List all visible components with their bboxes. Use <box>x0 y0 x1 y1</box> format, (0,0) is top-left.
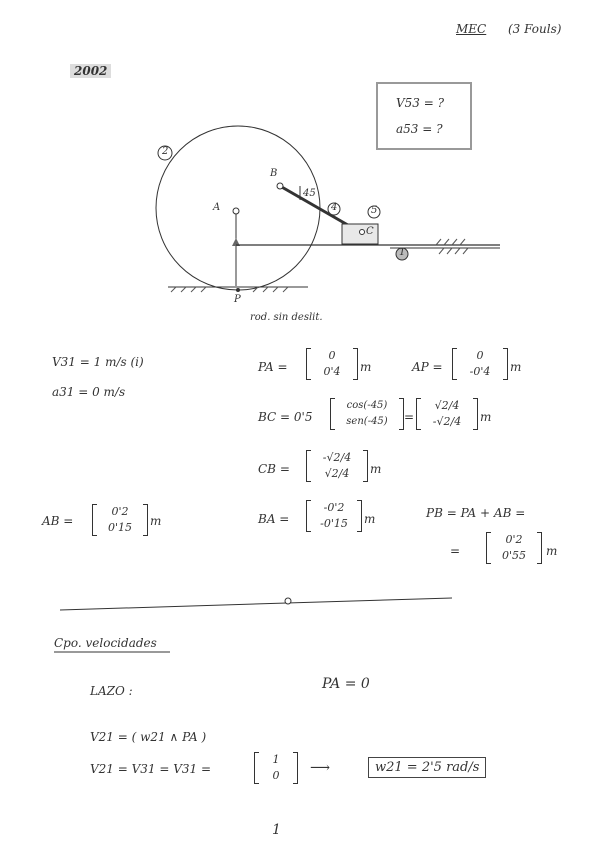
lazo-label: LAZO : <box>90 684 133 698</box>
course-tag: MEC <box>456 22 487 36</box>
v31-vector: 1 0 <box>262 752 290 784</box>
header-note: (3 Fouls) <box>508 22 562 36</box>
contact-p <box>236 288 240 292</box>
label-angle: 45 <box>303 188 316 199</box>
joint-a <box>233 208 239 214</box>
implies-arrow: ⟶ <box>310 760 331 776</box>
divider <box>60 598 452 610</box>
ba-unit: m <box>364 512 376 526</box>
ab-unit: m <box>150 514 162 528</box>
cb-lhs: CB = <box>258 462 290 476</box>
ab-vector: 0'2 0'15 <box>100 504 140 536</box>
bc-eq: = <box>404 410 415 424</box>
given-v31: V31 = 1 m/s (i) <box>52 355 144 369</box>
cb-vector: -√2/4 √2/4 <box>314 450 360 482</box>
bc-unit: m <box>480 410 492 424</box>
given-a31: a31 = 0 m/s <box>52 385 126 399</box>
bc-trig: cos(-45) sen(-45) <box>338 398 396 430</box>
cb-unit: m <box>370 462 382 476</box>
label-2: 2 <box>162 146 169 157</box>
ap-unit: m <box>510 360 522 374</box>
bc-vector: √2/4 -√2/4 <box>424 398 470 430</box>
label-c: C <box>366 226 374 237</box>
unknown-velocity: V53 = ? <box>396 96 445 110</box>
label-5: 5 <box>371 205 378 216</box>
ab-lhs: AB = <box>42 514 74 528</box>
year-tag: 2002 <box>70 64 111 78</box>
pb-lhs: PB = PA + AB = <box>426 506 526 520</box>
ground-note: rod. sin deslit. <box>250 312 323 323</box>
section-title: Cpo. velocidades <box>54 636 157 650</box>
ba-lhs: BA = <box>258 512 290 526</box>
pb-unit: m <box>546 544 558 558</box>
label-a: A <box>213 202 221 213</box>
unknown-acceleration: a53 = ? <box>396 122 443 136</box>
joint-b <box>277 183 283 189</box>
pa-vector: 0 0'4 <box>314 348 350 380</box>
divider-knot <box>285 598 291 604</box>
pa-lhs: PA = <box>258 360 288 374</box>
ap-lhs: AP = <box>412 360 443 374</box>
page-number: 1 <box>272 822 281 838</box>
pb-eq: = <box>450 544 461 558</box>
ap-vector: 0 -0'4 <box>460 348 500 380</box>
label-4: 4 <box>331 202 338 213</box>
result-w21: w21 = 2'5 rad/s <box>368 757 486 778</box>
pa-unit: m <box>360 360 372 374</box>
label-1: 1 <box>399 247 406 258</box>
wheel <box>156 126 320 290</box>
guide-hatch <box>436 239 468 254</box>
joint-c <box>360 230 365 235</box>
bc-lhs: BC = 0'5 <box>258 410 313 424</box>
label-p: P <box>234 294 241 305</box>
pa-zero: PA = 0 <box>322 676 370 692</box>
equation-v21-chain: V21 = V31 = V31 = <box>90 762 212 776</box>
equation-v21: V21 = ( w21 ∧ PA ) <box>90 730 207 744</box>
ba-vector: -0'2 -0'15 <box>314 500 354 532</box>
label-b: B <box>270 168 278 179</box>
pb-vector: 0'2 0'55 <box>494 532 534 564</box>
